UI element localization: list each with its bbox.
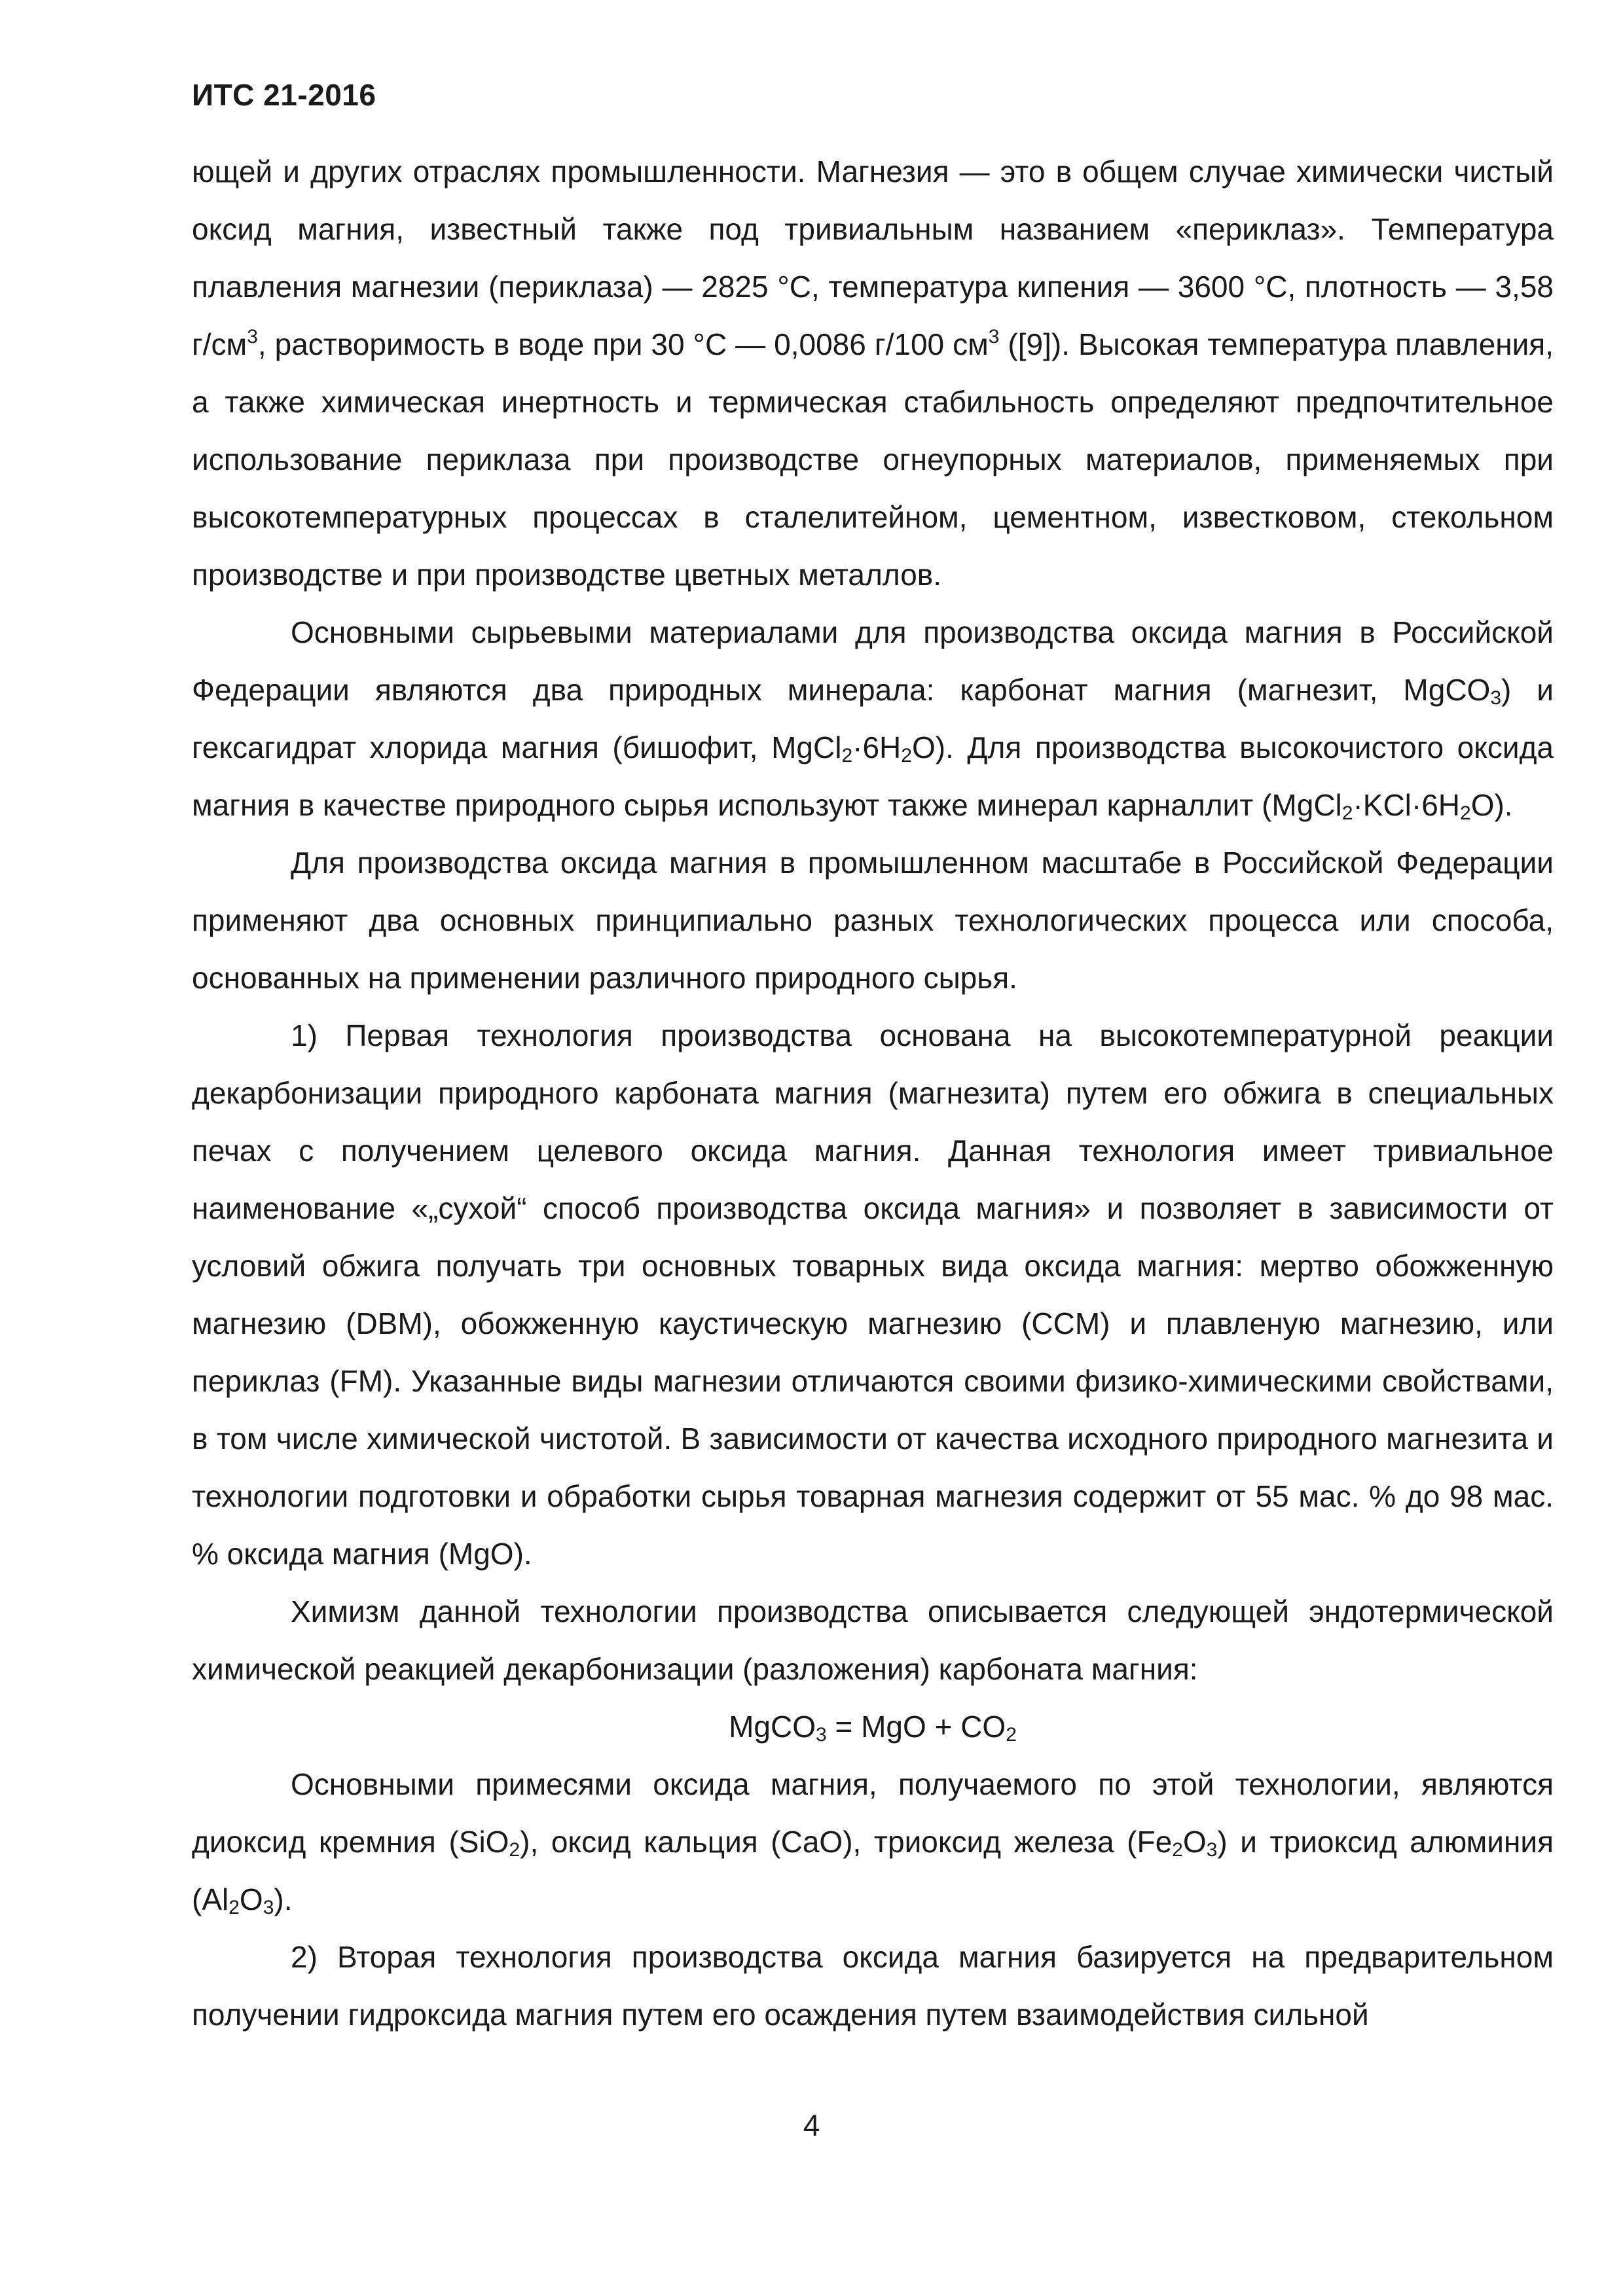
paragraph-second-technology: 2) Вторая технология производства оксида магния базируется на предварительном получении гидроксида магния путем его осаждения путем взаимодействия сильной xyxy=(192,1940,1554,2032)
paragraph-chemistry: Химизм данной технологии производства описывается следующей эндотермической химической реакцией декарбонизации (разложения) карбоната магния: xyxy=(192,1594,1554,1686)
document-code: ИТС 21-2016 xyxy=(192,78,376,112)
paragraph-dry-method: 1) Первая технология производства основана на высокотемпературной реакции декарбонизации природного карбоната магния (магнезита) путем его обжига в специальных печах с получением целевого оксида магния. Данная технология имеет тривиальное наименование «„сухой“ способ производства оксида магния» и позволяет в зависимости от условий обжига получать три основных товарных вида оксида магния: мертво обожженную магнезию (DBM), обожженную каустическую магнезию (CCM) и плавленую магнезию, или периклаз (FM). Указанные виды магнезии отличаются своими физико-химическими свойствами, в том числе химической чистотой. В зависимости от качества исходного природного магнезита и технологии подготовки и обработки сырья товарная магнезия содержит от 55 мас. % до 98 мас. % оксида магния (MgO). xyxy=(192,1018,1554,1571)
paragraph-magnesia-properties: ющей и других отраслях промышленности. Магнезия — это в общем случае химически чистый оксид магния, известный также под тривиальным названием «периклаз». Температура плавления магнезии (периклаза) — 2825 °C, температура кипения — 3600 °C, плотность — 3,58 $г/см^3$, растворимость в воде при 30 °C — 0,0086 г/100 $см^3$ ([9]). Высокая температура плавления, а также химическая инертность и термическая стабильность определяют предпочтительное использование периклаза при производстве огнеупорных материалов, применяемых при высокотемпературных процессах в сталелитейном, цементном, известковом, стекольном производстве и при производстве цветных металлов. xyxy=(192,154,1554,592)
document-body xyxy=(192,143,1554,2043)
paragraph-impurities: Основными примесями оксида магния, получаемого по этой технологии, являются диоксид кремния (SiO$_2$), оксид кальция (CaO), триоксид железа $(Fe_2O_3)$ и триоксид алюминия $(Al_2O_3)$. xyxy=(192,1767,1554,1918)
page-number: 4 xyxy=(803,2108,820,2142)
reaction-formula: MgCO$_3$ = MgO + $CO_2$ xyxy=(729,1710,1017,1746)
paragraph-two-processes: Для производства оксида магния в промышленном масштабе в Российской Федерации применяют два основных принципиально разных технологических процесса или способа, основанных на применении различного природного сырья. xyxy=(192,846,1554,995)
paragraph-raw-materials: Основными сырьевыми материалами для производства оксида магния в Российской Федерации являются два природных минерала: карбонат магния (магнезит, MgCO$_3$) и гексагидрат хлорида магния (бишофит, $MgCl_2\cdot 6H_2O$). Для производства высокочистого оксида магния в качестве природного сырья используют также минерал карналлит $(MgCl_2\cdot KCl\cdot 6H_2O)$. xyxy=(192,615,1554,824)
